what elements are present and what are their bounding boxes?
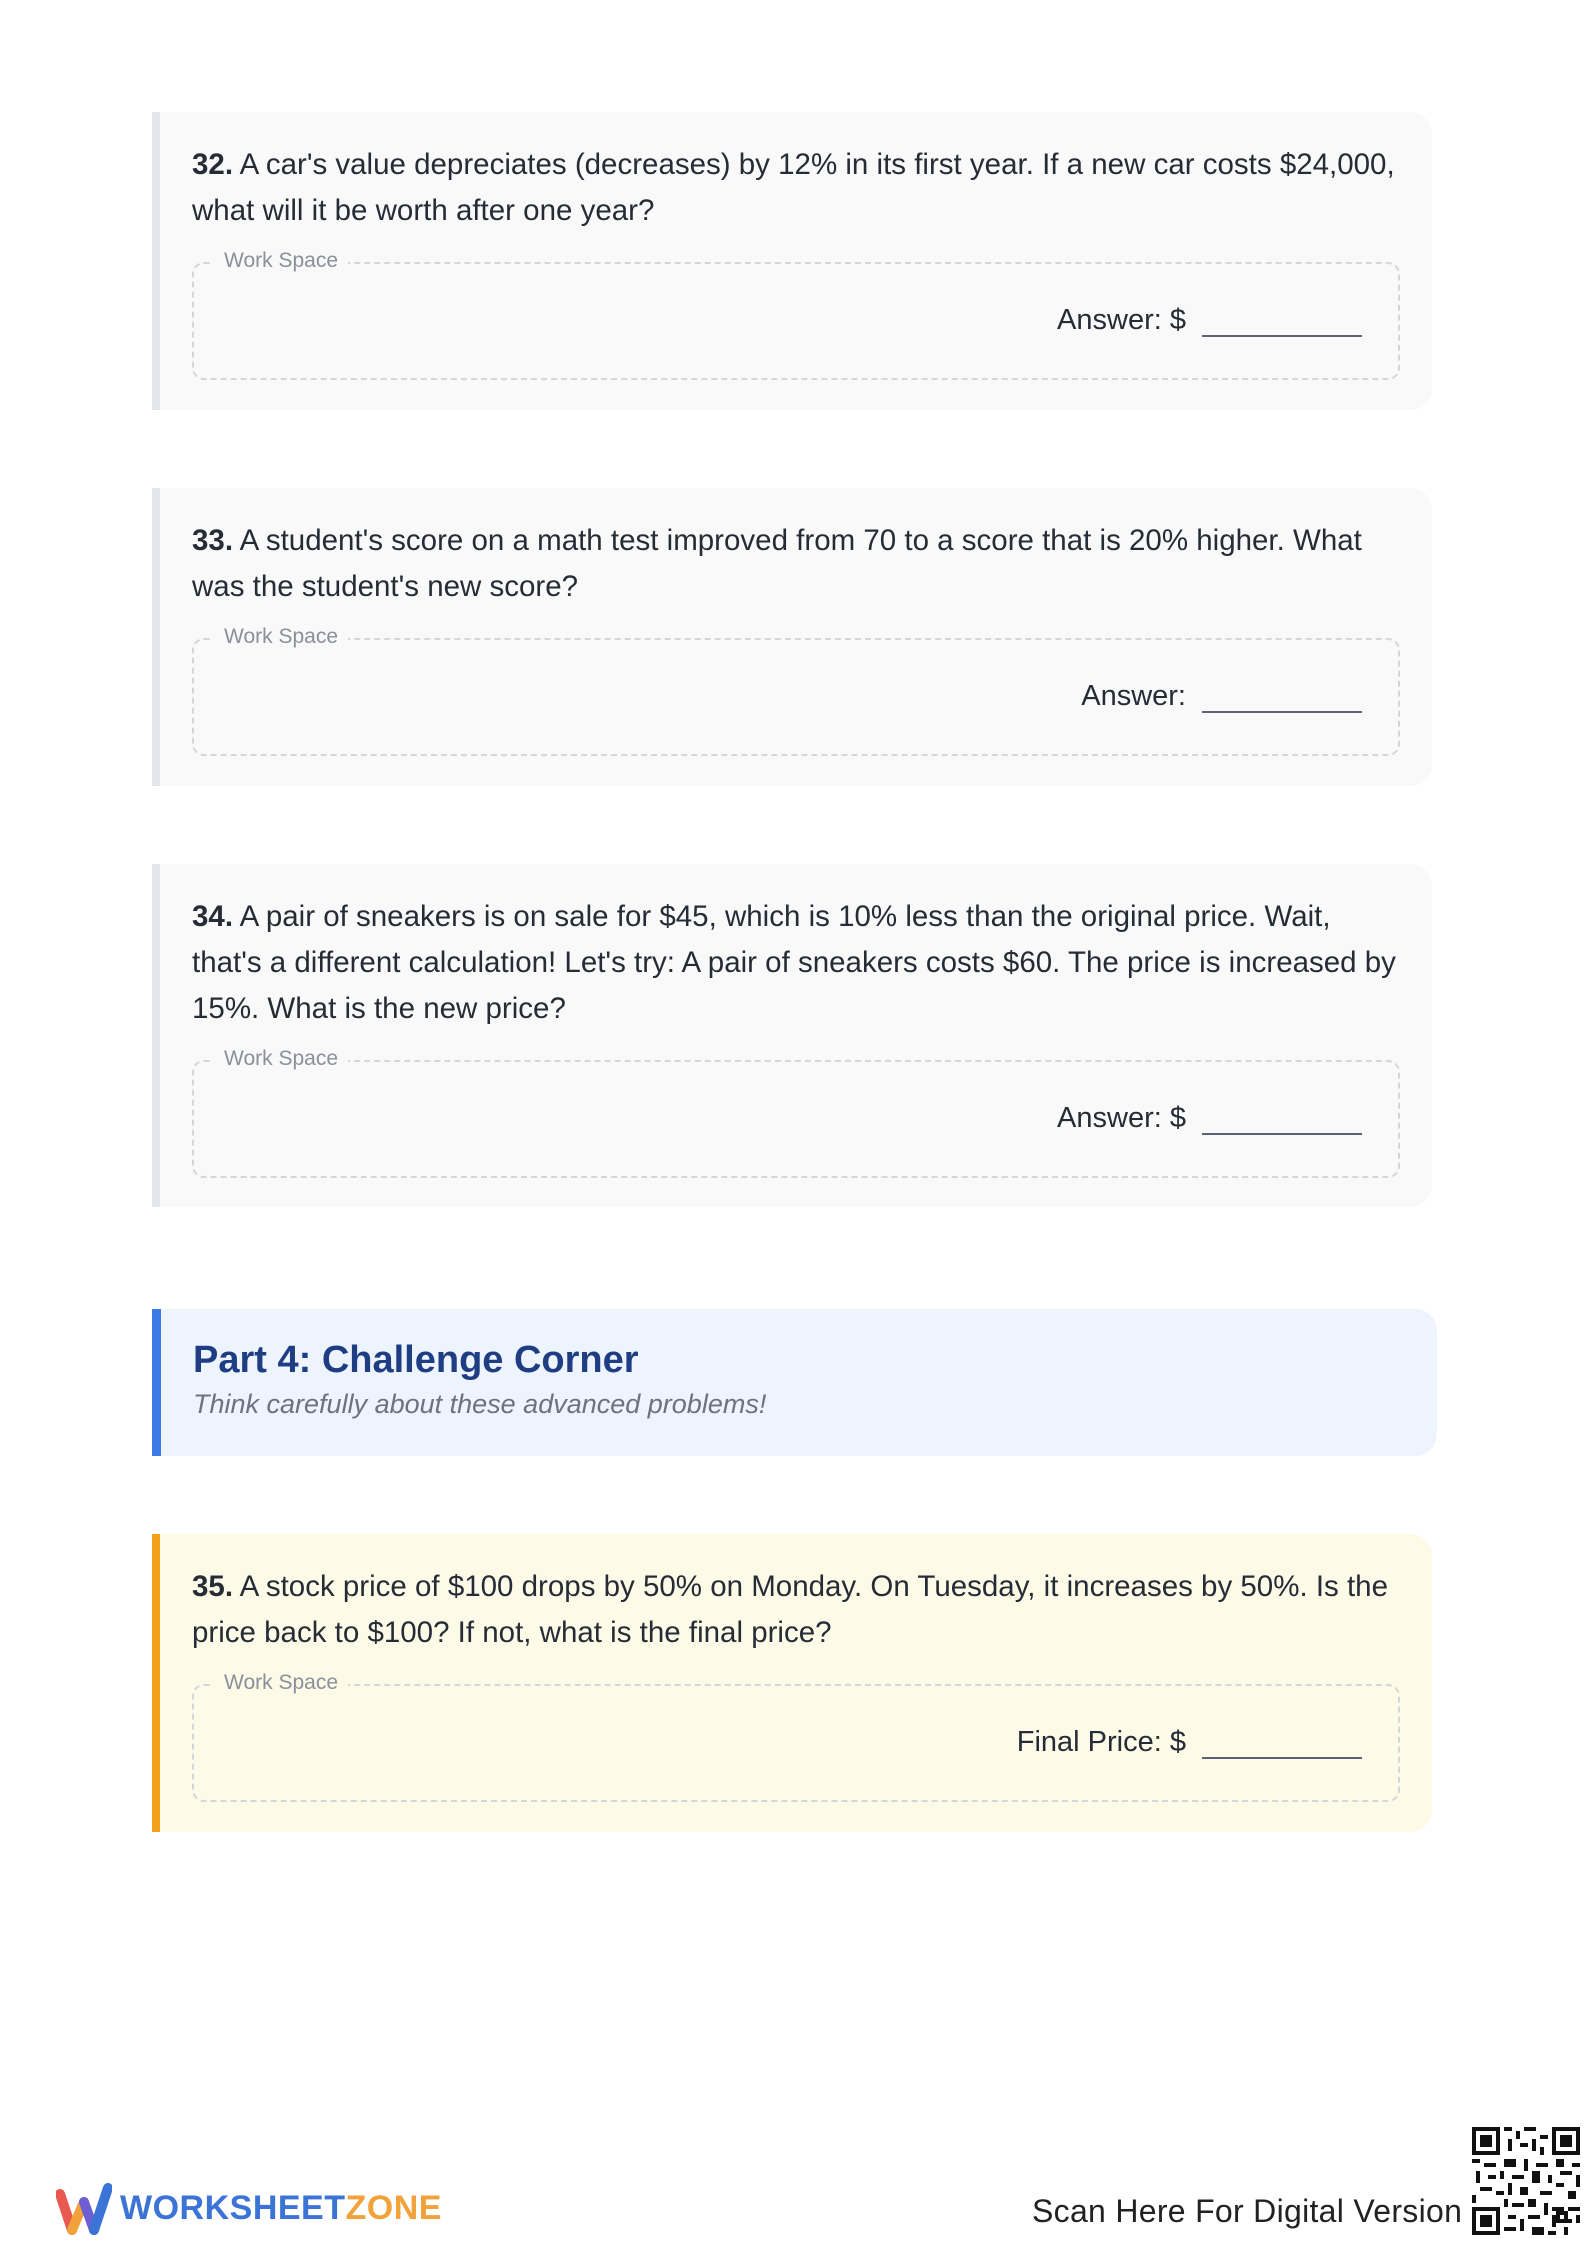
question-number: 32.	[192, 148, 234, 181]
work-space-label: Work Space	[214, 247, 348, 275]
question-card-35	[152, 1534, 1432, 1832]
work-space-box[interactable]	[192, 1671, 1400, 1802]
work-space-box[interactable]	[192, 249, 1400, 380]
question-number: 34.	[192, 900, 234, 933]
work-space-label: Work Space	[214, 1669, 348, 1697]
question-body: A car's value depreciates (decreases) by 12% in its first year. If a new car costs $24,000, what will it be worth after one year?	[192, 148, 1395, 227]
worksheetzone-logo[interactable]	[56, 2180, 442, 2236]
question-card-34	[152, 864, 1432, 1207]
answer-blank[interactable]	[1202, 305, 1362, 337]
answer-blank[interactable]	[1202, 1727, 1362, 1759]
question-number: 35.	[192, 1570, 234, 1603]
answer-label: Answer: $	[1057, 1102, 1186, 1134]
answer-blank[interactable]	[1202, 681, 1362, 713]
answer-field	[1057, 304, 1362, 337]
answer-blank[interactable]	[1202, 1103, 1362, 1135]
scan-caption: Scan Here For Digital Version	[1032, 2193, 1463, 2229]
answer-field	[1081, 680, 1362, 713]
work-space-box[interactable]	[192, 1047, 1400, 1178]
part-4-header	[152, 1309, 1437, 1456]
question-text	[192, 894, 1400, 1032]
part-subtitle: Think carefully about these advanced problems!	[193, 1389, 767, 1419]
part-title: Part 4: Challenge Corner	[193, 1339, 639, 1381]
answer-label: Final Price: $	[1016, 1726, 1186, 1758]
logo-text	[120, 2189, 442, 2228]
question-card-32	[152, 112, 1432, 410]
question-body: A pair of sneakers is on sale for $45, which is 10% less than the original price. Wait, that's a different calculation! Let's try: A pair of sneakers costs $60. The price is increased by 15%. What is the new price?	[192, 900, 1396, 1025]
logo-w-icon	[56, 2180, 106, 2236]
question-body: A student's score on a math test improved from 70 to a score that is 20% higher. What was the student's new score?	[192, 524, 1362, 603]
question-card-33	[152, 488, 1432, 786]
question-text	[192, 1564, 1400, 1656]
question-number: 33.	[192, 524, 234, 557]
answer-field	[1017, 1726, 1362, 1759]
question-text	[192, 142, 1400, 234]
answer-field	[1057, 1102, 1362, 1135]
question-text	[192, 518, 1400, 610]
answer-label: Answer:	[1081, 680, 1186, 712]
logo-word-worksheet: WORKSHEET	[120, 2188, 346, 2227]
work-space-label: Work Space	[214, 623, 348, 651]
qr-code-icon[interactable]	[1472, 2126, 1580, 2236]
work-space-box[interactable]	[192, 625, 1400, 756]
answer-label: Answer: $	[1057, 304, 1186, 336]
logo-word-zone: ZONE	[345, 2188, 442, 2227]
work-space-label: Work Space	[214, 1045, 348, 1073]
question-body: A stock price of $100 drops by 50% on Monday. On Tuesday, it increases by 50%. Is the price back to $100? If not, what is the final price?	[192, 1570, 1388, 1649]
